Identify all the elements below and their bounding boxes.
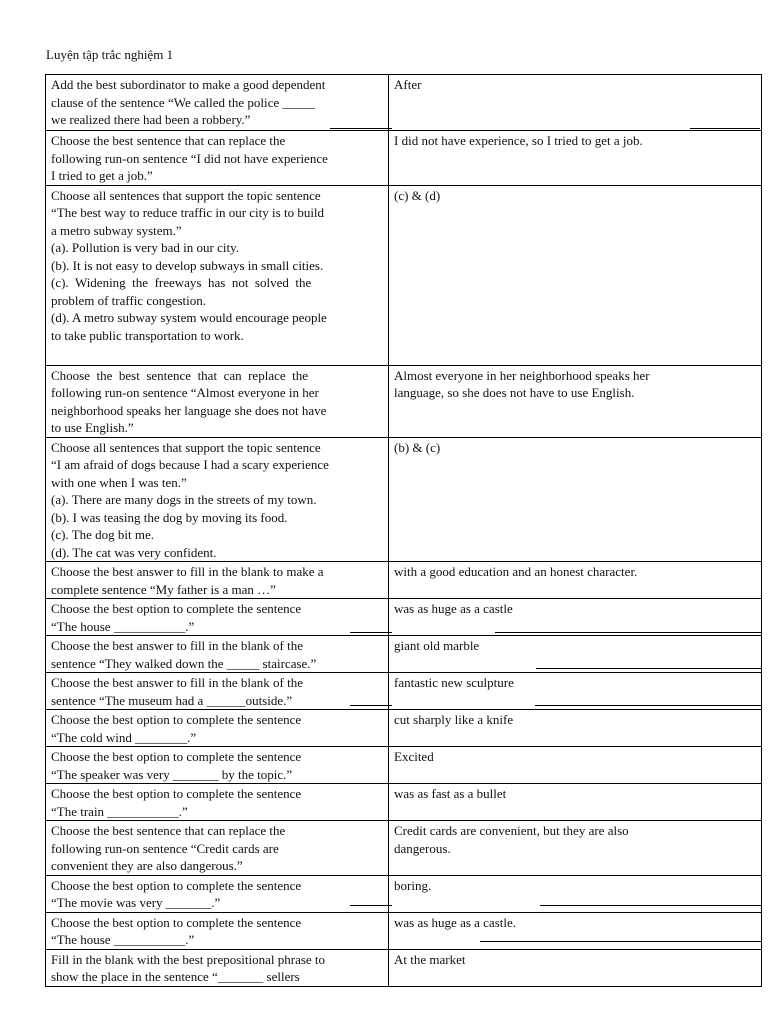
question-cell — [46, 912, 389, 949]
answer-line: was as fast as a bullet — [394, 786, 507, 801]
question-line: neighborhood speaks her language she does not have — [51, 402, 327, 418]
answer-line: Credit cards are convenient, but they are also — [394, 823, 629, 838]
answer-line: boring. — [394, 877, 432, 893]
question-cell — [46, 636, 389, 673]
question-line: Choose the best option to complete the sentence — [51, 601, 302, 616]
table-row — [46, 437, 762, 562]
question-line: sentence “The museum had a ______outside.” — [51, 692, 293, 708]
question-line: Choose all sentences that support the topic sentence — [51, 187, 321, 203]
table-row — [46, 562, 762, 599]
question-line: Choose the best option to complete the sentence — [51, 914, 302, 930]
question-line: Choose the best option to complete the sentence — [51, 712, 302, 727]
answer-cell — [389, 437, 762, 562]
table-row — [46, 821, 762, 876]
answer-cell — [389, 821, 762, 876]
question-line: Add the best subordinator to make a good dependent — [51, 77, 326, 92]
question-line: following run-on sentence “Credit cards are — [51, 840, 279, 856]
question-line: “The speaker was very _______ by the topic.” — [51, 766, 293, 782]
question-line: convenient they are also dangerous.” — [51, 858, 243, 873]
question-cell — [46, 562, 389, 599]
question-line: with one when I was ten.” — [51, 474, 187, 490]
question-line: “The house ___________.” — [51, 618, 195, 634]
question-cell — [46, 75, 389, 131]
question-line: “The best way to reduce traffic in our city is to build — [51, 205, 325, 220]
answer-cell — [389, 912, 762, 949]
decorative-rule — [540, 905, 761, 906]
question-line: Choose the best option to complete the sentence — [51, 877, 302, 893]
table-row — [46, 365, 762, 437]
question-line: following run-on sentence “Almost everyone in her — [51, 385, 319, 400]
question-cell — [46, 747, 389, 784]
question-line: (b). I was teasing the dog by moving its food. — [51, 509, 288, 525]
question-line: (d). A metro subway system would encourage people — [51, 310, 327, 325]
question-line: “I am afraid of dogs because I had a scary experience — [51, 457, 329, 472]
decorative-rule — [690, 128, 760, 129]
question-cell — [46, 821, 389, 876]
decorative-rule — [350, 632, 392, 633]
question-cell — [46, 673, 389, 710]
decorative-rule — [536, 668, 761, 669]
question-cell — [46, 710, 389, 747]
answer-cell — [389, 75, 762, 131]
table-row — [46, 131, 762, 186]
decorative-rule — [480, 941, 761, 942]
answer-line: was as huge as a castle — [394, 601, 513, 616]
answer-line: After — [394, 77, 422, 92]
answer-cell — [389, 365, 762, 437]
answer-line: fantastic new sculpture — [394, 675, 514, 690]
question-line: (d). The cat was very confident. — [51, 544, 217, 560]
answer-line: dangerous. — [394, 840, 451, 856]
question-line: Choose the best answer to fill in the blank to make a — [51, 564, 324, 579]
question-line: Choose the best sentence that can replace the — [51, 133, 286, 148]
answer-line: (c) & (d) — [394, 187, 441, 203]
answer-cell — [389, 131, 762, 186]
answer-line: language, so she does not have to use English. — [394, 385, 635, 400]
decorative-rule — [330, 128, 392, 129]
table-row — [46, 75, 762, 131]
question-line: (b). It is not easy to develop subways in small cities. — [51, 257, 324, 273]
answer-line: Almost everyone in her neighborhood speaks her — [394, 367, 650, 383]
answer-line: cut sharply like a knife — [394, 712, 514, 727]
question-line: complete sentence “My father is a man …” — [51, 581, 276, 597]
question-line: following run-on sentence “I did not have experience — [51, 150, 328, 166]
question-line: to use English.” — [51, 420, 134, 435]
question-cell — [46, 437, 389, 562]
answer-line: with a good education and an honest character. — [394, 564, 638, 579]
question-line: Choose the best option to complete the sentence — [51, 786, 302, 801]
question-cell — [46, 599, 389, 636]
table-row — [46, 185, 762, 365]
answer-line: giant old marble — [394, 638, 480, 653]
question-line: “The house ___________.” — [51, 932, 195, 947]
question-line: sentence “They walked down the _____ staircase.” — [51, 655, 317, 671]
answer-cell — [389, 599, 762, 636]
question-line: to take public transportation to work. — [51, 327, 244, 343]
answer-line: At the market — [394, 951, 466, 967]
question-line: Choose the best answer to fill in the blank of the — [51, 675, 304, 690]
question-line: (a). Pollution is very bad in our city. — [51, 240, 239, 255]
answer-cell — [389, 784, 762, 821]
table-row — [46, 912, 762, 949]
table-row — [46, 784, 762, 821]
answer-line: was as huge as a castle. — [394, 914, 517, 930]
answer-cell — [389, 747, 762, 784]
question-line: Choose all sentences that support the topic sentence — [51, 439, 321, 455]
table-row — [46, 875, 762, 912]
question-line: Choose the best sentence that can replace the — [51, 367, 309, 383]
question-line: show the place in the sentence “_______ sellers — [51, 969, 300, 984]
table-row — [46, 747, 762, 784]
decorative-rule — [535, 705, 761, 706]
answer-line: (b) & (c) — [394, 439, 441, 455]
question-line: (c). Widening the freeways has not solved the — [51, 275, 312, 290]
answer-cell — [389, 949, 762, 986]
table-row — [46, 636, 762, 673]
question-line: Choose the best option to complete the sentence — [51, 749, 302, 764]
question-cell — [46, 185, 389, 365]
answer-cell — [389, 875, 762, 912]
question-line: Choose the best sentence that can replace the — [51, 823, 286, 838]
answer-cell — [389, 710, 762, 747]
question-cell — [46, 784, 389, 821]
decorative-rule — [495, 632, 761, 633]
question-cell — [46, 949, 389, 986]
question-line: clause of the sentence “We called the police _____ — [51, 94, 315, 110]
question-line: “The train ___________.” — [51, 803, 188, 819]
qa-table — [45, 74, 762, 987]
question-line: I tried to get a job.” — [51, 168, 153, 183]
question-line: “The movie was very _______.” — [51, 895, 221, 910]
question-cell — [46, 131, 389, 186]
table-row — [46, 710, 762, 747]
question-line: problem of traffic congestion. — [51, 292, 206, 308]
question-cell — [46, 875, 389, 912]
table-row — [46, 599, 762, 636]
question-cell — [46, 365, 389, 437]
question-line: Choose the best answer to fill in the blank of the — [51, 638, 304, 653]
answer-cell — [389, 185, 762, 365]
question-line: (c). The dog bit me. — [51, 527, 155, 542]
answer-line: I did not have experience, so I tried to get a job. — [394, 133, 643, 148]
answer-cell — [389, 562, 762, 599]
question-line: “The cold wind ________.” — [51, 729, 197, 745]
question-line: a metro subway system.” — [51, 222, 182, 238]
table-row — [46, 949, 762, 986]
decorative-rule — [350, 905, 392, 906]
question-line: (a). There are many dogs in the streets of my town. — [51, 492, 317, 507]
table-row — [46, 673, 762, 710]
answer-cell — [389, 636, 762, 673]
document-title: Luyện tập trắc nghiệm 1 — [46, 47, 174, 62]
question-line: Fill in the blank with the best prepositional phrase to — [51, 951, 326, 967]
answer-line: Excited — [394, 749, 434, 764]
answer-cell — [389, 673, 762, 710]
decorative-rule — [350, 705, 392, 706]
question-line: we realized there had been a robbery.” — [51, 112, 251, 127]
